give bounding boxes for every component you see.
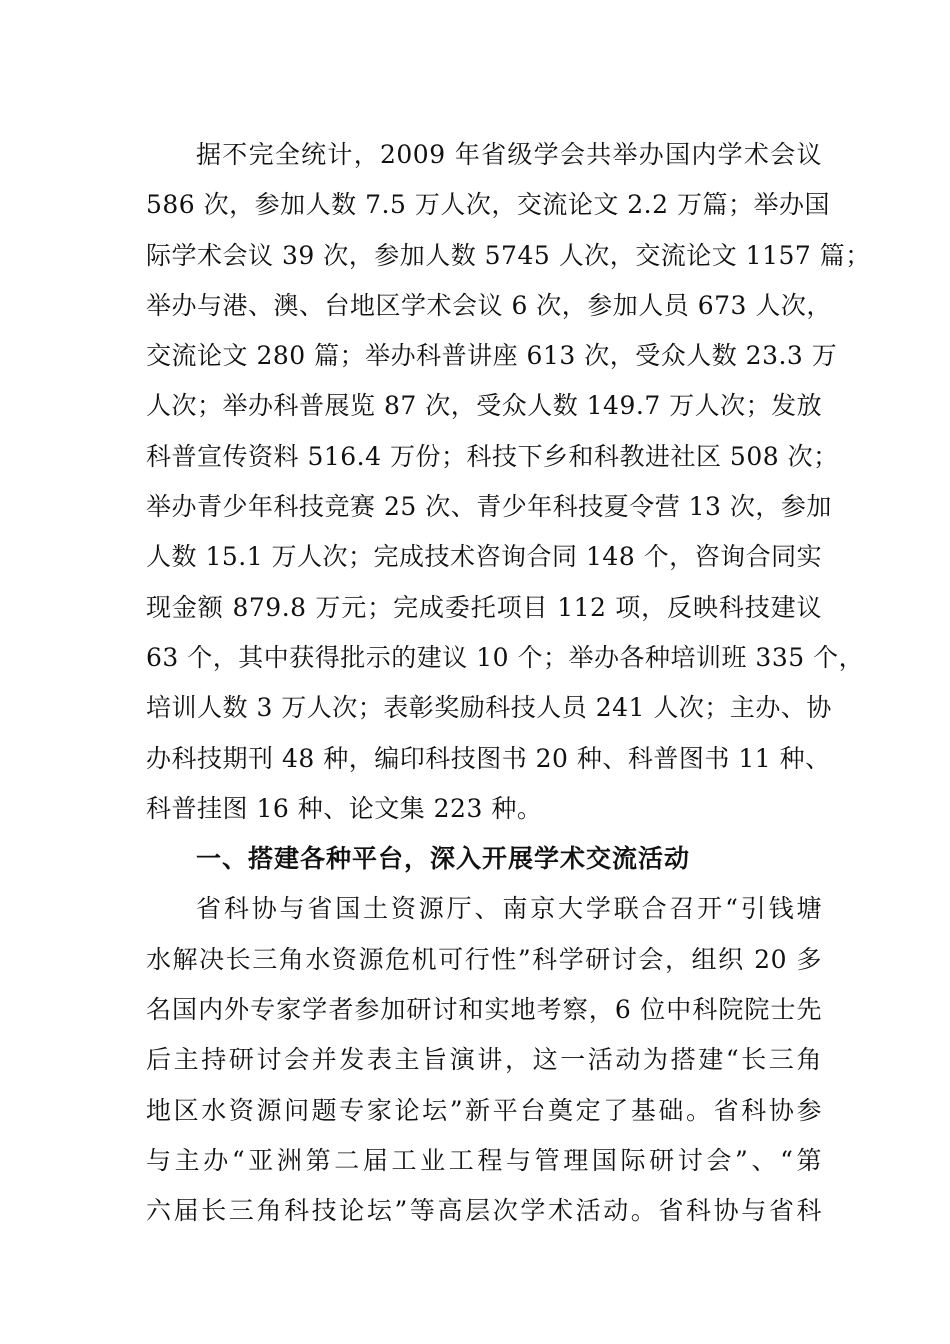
paragraph-line: 举办与港、澳、台地区学术会议 6 次，参加人员 673 人次， xyxy=(146,290,832,320)
paragraph-line: 人数 15.1 万人次；完成技术咨询合同 148 个，咨询合同实 xyxy=(146,542,823,572)
document-page xyxy=(146,130,871,1237)
section-heading: 一、搭建各种平台，深入开展学术交流活动 xyxy=(196,844,691,874)
paragraph-line: 63 个，其中获得批示的建议 10 个；举办各种培训班 335 个， xyxy=(146,642,865,672)
paragraph-line: 据不完全统计，2009 年省级学会共举办国内学术会议 xyxy=(196,140,822,169)
paragraph-statistics xyxy=(146,130,871,834)
paragraph-line: 举办青少年科技竞赛 25 次、青少年科技夏令营 13 次，参加 xyxy=(146,492,832,522)
paragraph-line: 人次；举办科普展览 87 次，受众人数 149.7 万人次；发放 xyxy=(146,391,823,421)
paragraph-line: 后主持研讨会并发表主旨演讲，这一活动为搭建“长三角 xyxy=(146,1045,822,1075)
paragraph-line: 科普挂图 16 种、论文集 223 种。 xyxy=(146,793,543,823)
paragraph-line: 培训人数 3 万人次；表彰奖励科技人员 241 人次；主办、协 xyxy=(146,693,832,723)
paragraph-line: 现金额 879.8 万元；完成委托项目 112 项，反映科技建议 xyxy=(146,592,822,622)
paragraph-line: 六届长三角科技论坛”等高层次学术活动。省科协与省科 xyxy=(146,1196,822,1226)
paragraph-line: 地区水资源问题专家论坛”新平台奠定了基础。省科协参 xyxy=(146,1095,822,1125)
paragraph-line: 科普宣传资料 516.4 万份；科技下乡和科教进社区 508 次； xyxy=(146,441,839,471)
paragraph-line: 586 次，参加人数 7.5 万人次，交流论文 2.2 万篇；举办国 xyxy=(146,190,830,220)
paragraph-line: 省科协与省国土资源厅、南京大学联合召开“引钱塘 xyxy=(196,894,822,924)
paragraph-line: 名国内外专家学者参加研讨和实地考察，6 位中科院院士先 xyxy=(146,995,822,1025)
paragraph-line: 交流论文 280 篇；举办科普讲座 613 次，受众人数 23.3 万 xyxy=(146,341,838,371)
paragraph-line: 水解决长三角水资源危机可行性”科学研讨会，组织 20 多 xyxy=(146,944,822,974)
paragraph-line: 办科技期刊 48 种，编印科技图书 20 种、科普图书 11 种、 xyxy=(146,743,831,773)
paragraph-line: 与主办“亚洲第二届工业工程与管理国际研讨会”、“第 xyxy=(146,1145,822,1175)
paragraph-line: 际学术会议 39 次，参加人数 5745 人次，交流论文 1157 篇； xyxy=(146,240,871,270)
paragraph-academic-exchange xyxy=(146,884,822,1236)
